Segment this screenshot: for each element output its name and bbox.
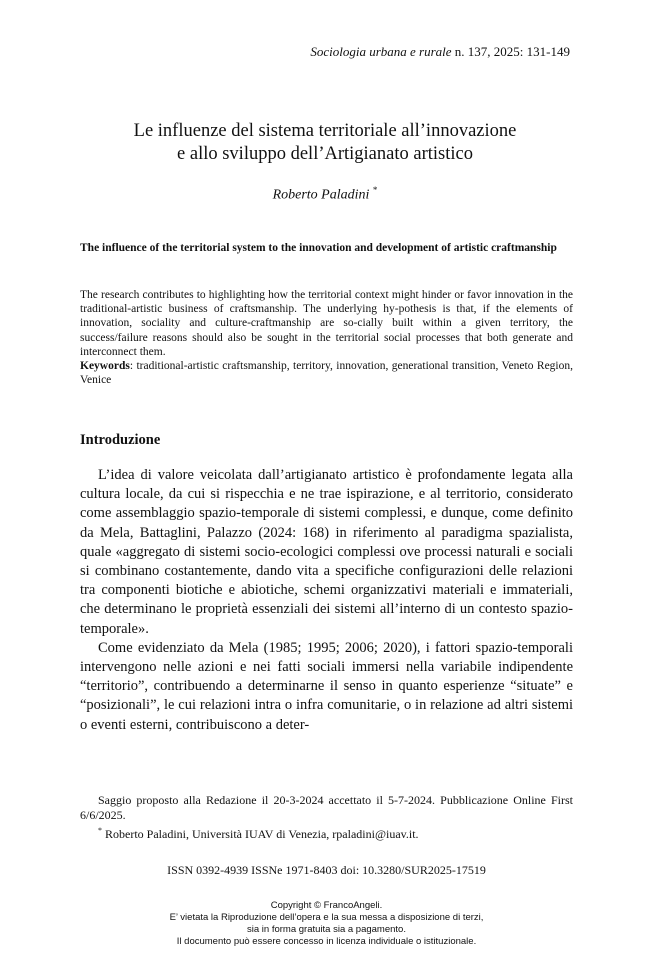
abstract <box>80 288 573 387</box>
copyright-line-1: Copyright © FrancoAngeli. <box>270 900 383 911</box>
body-text <box>80 466 573 735</box>
affiliation-note <box>80 823 573 842</box>
copyright-notice <box>80 900 573 948</box>
copyright-line-3: sia in forma gratuita sia a pagamento. <box>247 924 406 935</box>
affiliation-text: Roberto Paladini, Università IUAV di Venezia, rpaladini@iuav.it. <box>102 827 419 841</box>
footnotes <box>80 793 573 842</box>
author-footnote-mark: * <box>372 185 378 195</box>
issn-line: ISSN 0392-4939 ISSNe 1971-8403 doi: 10.3280/SUR2025-17519 <box>167 863 486 877</box>
submission-note: Saggio proposto alla Redazione il 20-3-2024 accettato il 5-7-2024. Pubblicazione Online First 6/6/2025. <box>80 793 573 822</box>
keywords-text: : traditional-artistic craftsmanship, territory, innovation, generational transition, Veneto Region, Venice <box>80 360 573 387</box>
journal-header <box>310 44 570 60</box>
author-name: Roberto Paladini <box>272 187 370 203</box>
keywords-label: Keywords <box>80 360 130 373</box>
journal-name: Sociologia urbana e rurale <box>310 44 452 59</box>
title-line-1: Le influenze del sistema territoriale all’innovazione <box>133 121 517 141</box>
copyright-line-4: Il documento può essere concesso in licenza individuale o istituzionale. <box>176 936 477 947</box>
copyright-line-2: E’ vietata la Riproduzione dell’opera e la sua messa a disposizione di terzi, <box>169 912 484 923</box>
journal-ref: n. 137, 2025: 131-149 <box>451 44 570 59</box>
english-title: The influence of the territorial system to the innovation and development of artistic craftmanship <box>80 242 557 254</box>
affiliation-mark: * <box>98 826 102 835</box>
paragraph-2: Come evidenziato da Mela (1985; 1995; 2006; 2020), i fattori spazio-temporali intervengono nelle azioni e nei fatti sociali immersi nella variabile indipendente “territorio”, contribuendo a determinarne il senso in quanto esperienze “situate” e “posizionali”, le cui relazioni intra o infra comunitarie, o in relazione ad altri sistemi o eventi esterni, contribuiscono a deter- <box>80 639 573 733</box>
title-line-2: e allo sviluppo dell’Artigianato artistico <box>177 144 473 164</box>
author <box>80 185 570 204</box>
section-heading: Introduzione <box>80 432 161 448</box>
article-title <box>80 120 570 166</box>
abstract-text: The research contributes to highlighting how the territorial context might hinder or favor innovation in the traditional-artistic business of craftsmanship. The underlying hy-pothesis is that, if the elements of innovation, sociality and culture-craftmanship are so-cially built within a given territory, the success/failure reasons should also be sought in the territorial social processes that both generate and interconnect them. <box>80 289 573 358</box>
paragraph-1: L’idea di valore veicolata dall’artigianato artistico è profondamente legata alla cultura locale, da cui si rispecchia e ne trae ispirazione, e al territorio, considerato come assemblaggio spazio-temporale di sistemi complessi, e dunque, come definito da Mela, Battaglini, Palazzo (2024: 168) in riferimento al paradigma spazialista, quale «aggregato di sistemi socio-ecologici complessi ove processi naturali e sociali si combinano costantemente, dando vita a specifiche configurazioni delle relazioni tra componenti biotiche e abiotiche, schemi organizzativi materiali e immateriali, che determinano le proprietà essenziali dei sistemi all’interno di un contesto spazio-temporale». <box>80 467 573 637</box>
